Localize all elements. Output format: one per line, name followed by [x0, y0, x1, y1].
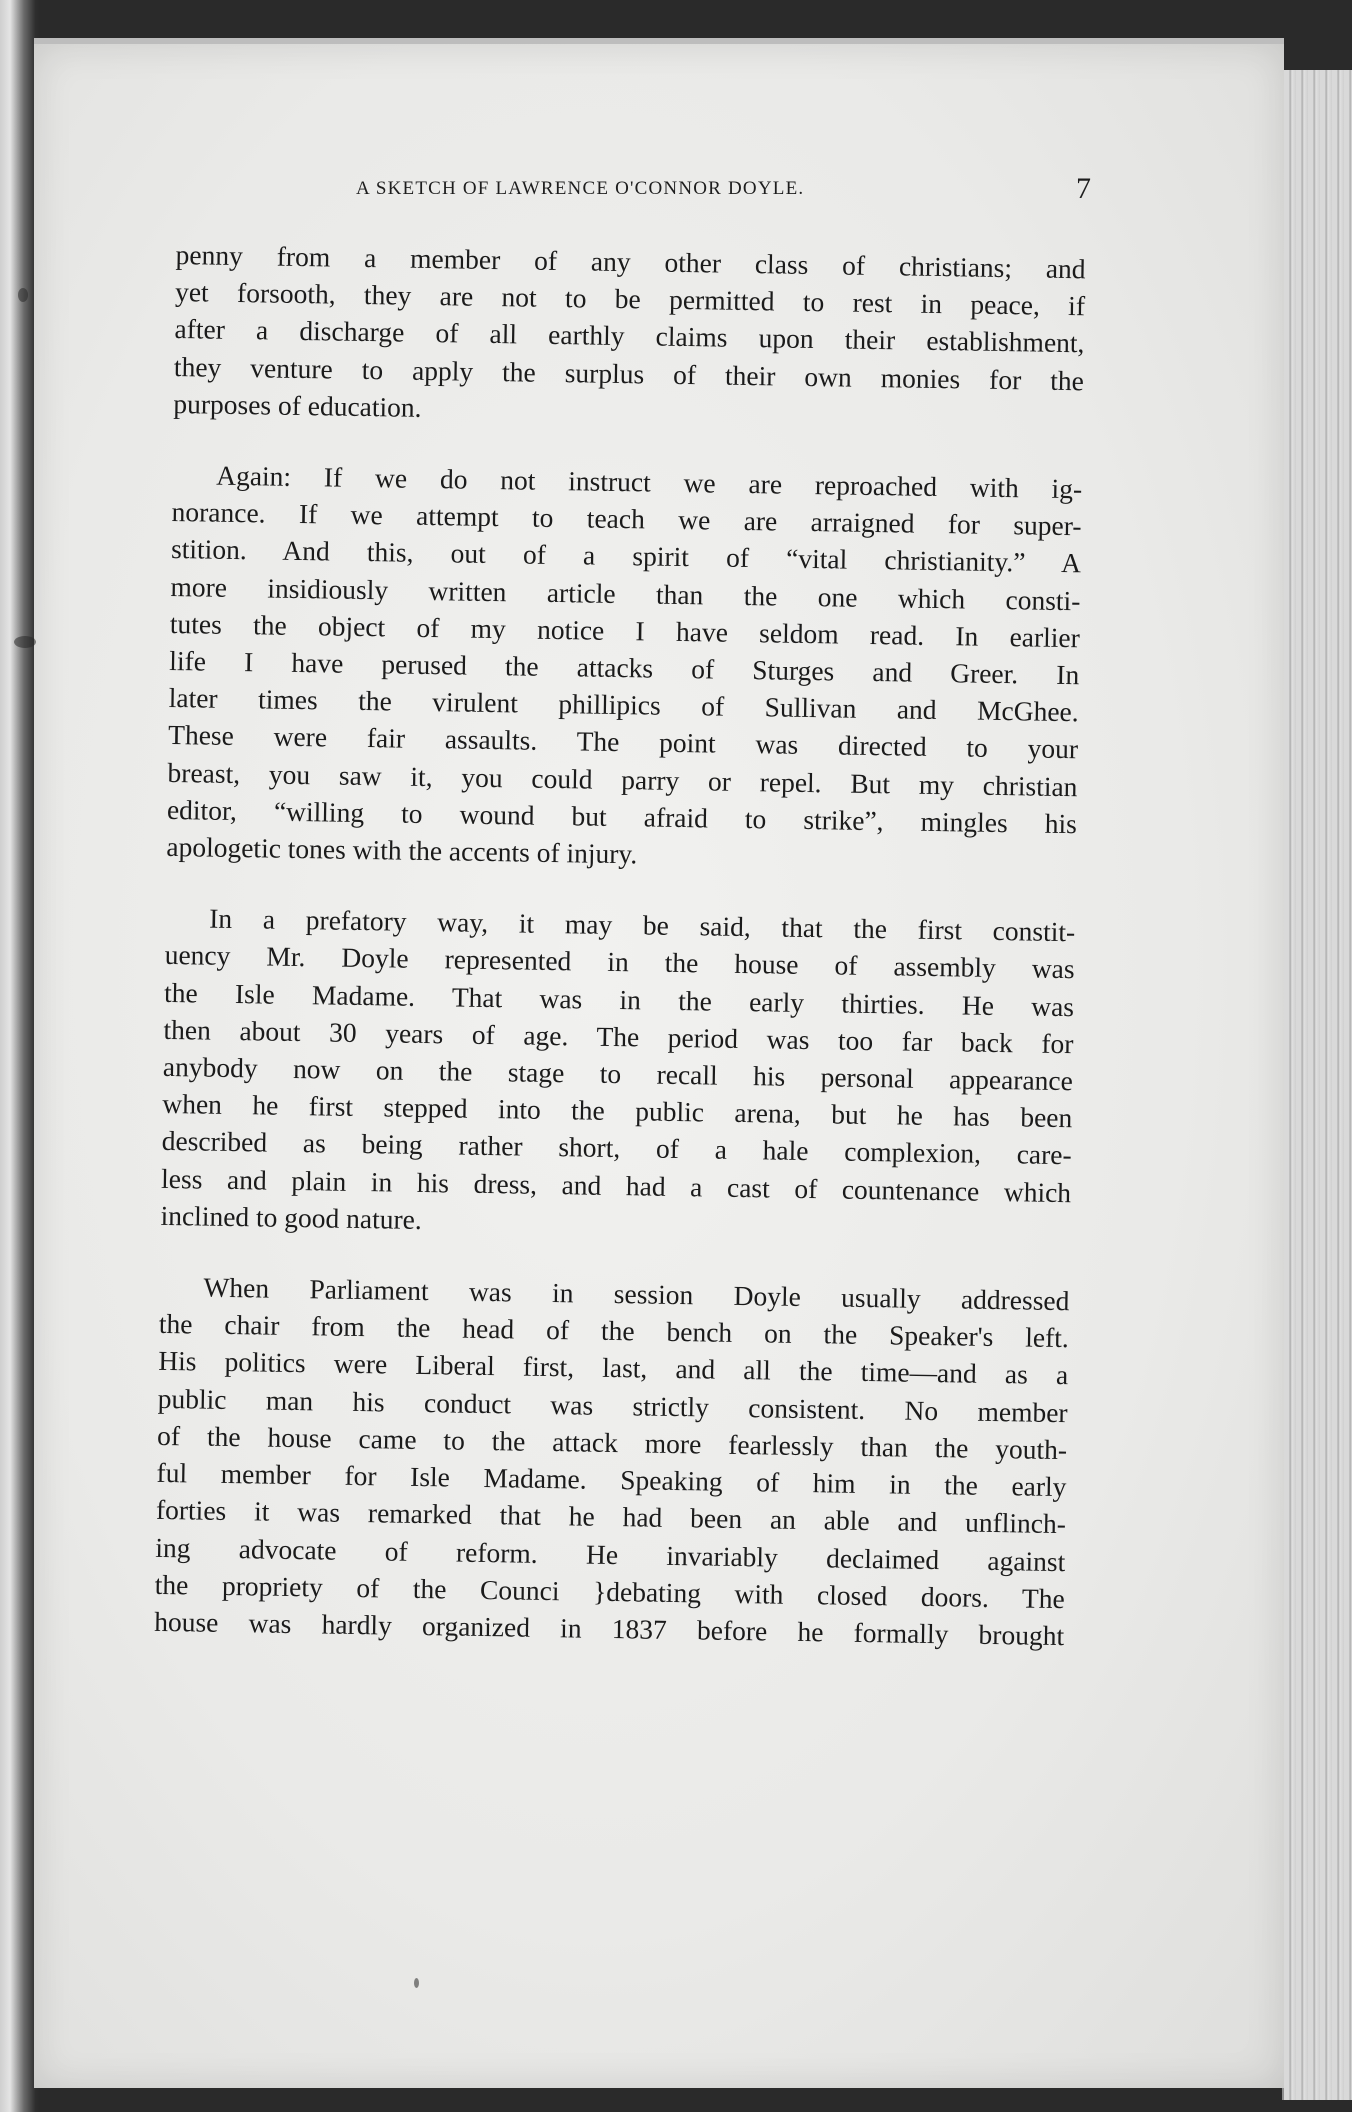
scan-speck	[18, 288, 28, 302]
text-line: less and plain in his dress, and had a cast of countenance which	[160, 1162, 1072, 1208]
text-line: His politics were Liberal first, last, and all the time—and as a	[158, 1345, 1069, 1391]
paragraph-3	[160, 899, 1075, 1248]
text-line: later times the virulent phillipics of Sullivan and McGhee.	[168, 682, 1079, 728]
text-line: breast, you saw it, you could parry or repel. But my christian	[167, 756, 1078, 802]
text-line: Again: If we do not instruct we are reproached with ig-	[216, 459, 1083, 505]
text-line: apologetic tones with the accents of injury.	[166, 830, 638, 870]
text-line: stition. And this, out of a spirit of “vital christianity.” A	[170, 533, 1082, 579]
text-line: the propriety of the Counci }debating with closed doors. The	[154, 1568, 1065, 1614]
text-line: the chair from the head of the bench on the Speaker's left.	[158, 1308, 1070, 1354]
text-line: forties it was remarked that he had been an able and unflinch-	[155, 1494, 1067, 1540]
body-text	[153, 236, 1085, 1688]
text-line: public man his conduct was strictly consistent. No member	[157, 1382, 1068, 1428]
text-line: editor, “willing to wound but afraid to strike”, mingles his	[166, 793, 1078, 840]
text-line: norance. If we attempt to teach we are arraigned for super-	[171, 496, 1082, 542]
text-line: after a discharge of all earthly claims upon their establishment,	[174, 313, 1085, 359]
text-line: when he first stepped into the public arena, but he has been	[162, 1088, 1073, 1134]
scan-speck	[14, 636, 36, 648]
text-line: tutes the object of my notice I have seldom read. In earlier	[169, 607, 1081, 654]
text-line: described as being rather short, of a hale complexion, care-	[161, 1125, 1072, 1171]
text-line: In a prefatory way, it may be said, that the first constit-	[209, 902, 1076, 948]
text-line: penny from a member of any other class of christians; and	[175, 238, 1086, 285]
text-line: of the house came to the attack more fearlessly than the youth-	[156, 1419, 1068, 1466]
text-line: the Isle Madame. That was in the early thirties. He was	[163, 976, 1075, 1022]
page-edges	[1282, 70, 1352, 2100]
text-line: inclined to good nature.	[160, 1199, 423, 1235]
text-line: more insidiously written article than the one which consti-	[170, 570, 1081, 616]
text-line: These were fair assaults. The point was directed to your	[167, 719, 1079, 765]
text-line: they venture to apply the surplus of their own monies for the	[173, 350, 1085, 396]
text-line: ful member for Isle Madame. Speaking of him in the early	[156, 1456, 1067, 1503]
text-line: anybody now on the stage to recall his personal appearance	[162, 1050, 1074, 1097]
text-line: uency Mr. Doyle represented in the house of assembly was	[164, 939, 1075, 985]
paragraph-4	[154, 1268, 1070, 1654]
paragraph-2	[166, 456, 1082, 879]
text-line: then about 30 years of age. The period was too far back for	[163, 1013, 1074, 1060]
text-line: house was hardly organized in 1837 before he formally brought	[153, 1605, 1065, 1652]
book-binding-gutter	[0, 0, 36, 2112]
page-number: 7	[1076, 172, 1091, 205]
text-line: purposes of education.	[173, 387, 422, 423]
text-line: yet forsooth, they are not to be permitted to rest in peace, if	[174, 276, 1086, 322]
text-line: When Parliament was in session Doyle usually addressed	[203, 1271, 1070, 1317]
paragraph-1	[173, 236, 1086, 436]
scan-speck	[414, 1978, 419, 1988]
text-line: life I have perused the attacks of Sturges and Greer. In	[169, 644, 1080, 691]
running-head: A SKETCH OF LAWRENCE O'CONNOR DOYLE.	[356, 178, 805, 199]
text-line: ing advocate of reform. He invariably declaimed against	[155, 1531, 1066, 1577]
